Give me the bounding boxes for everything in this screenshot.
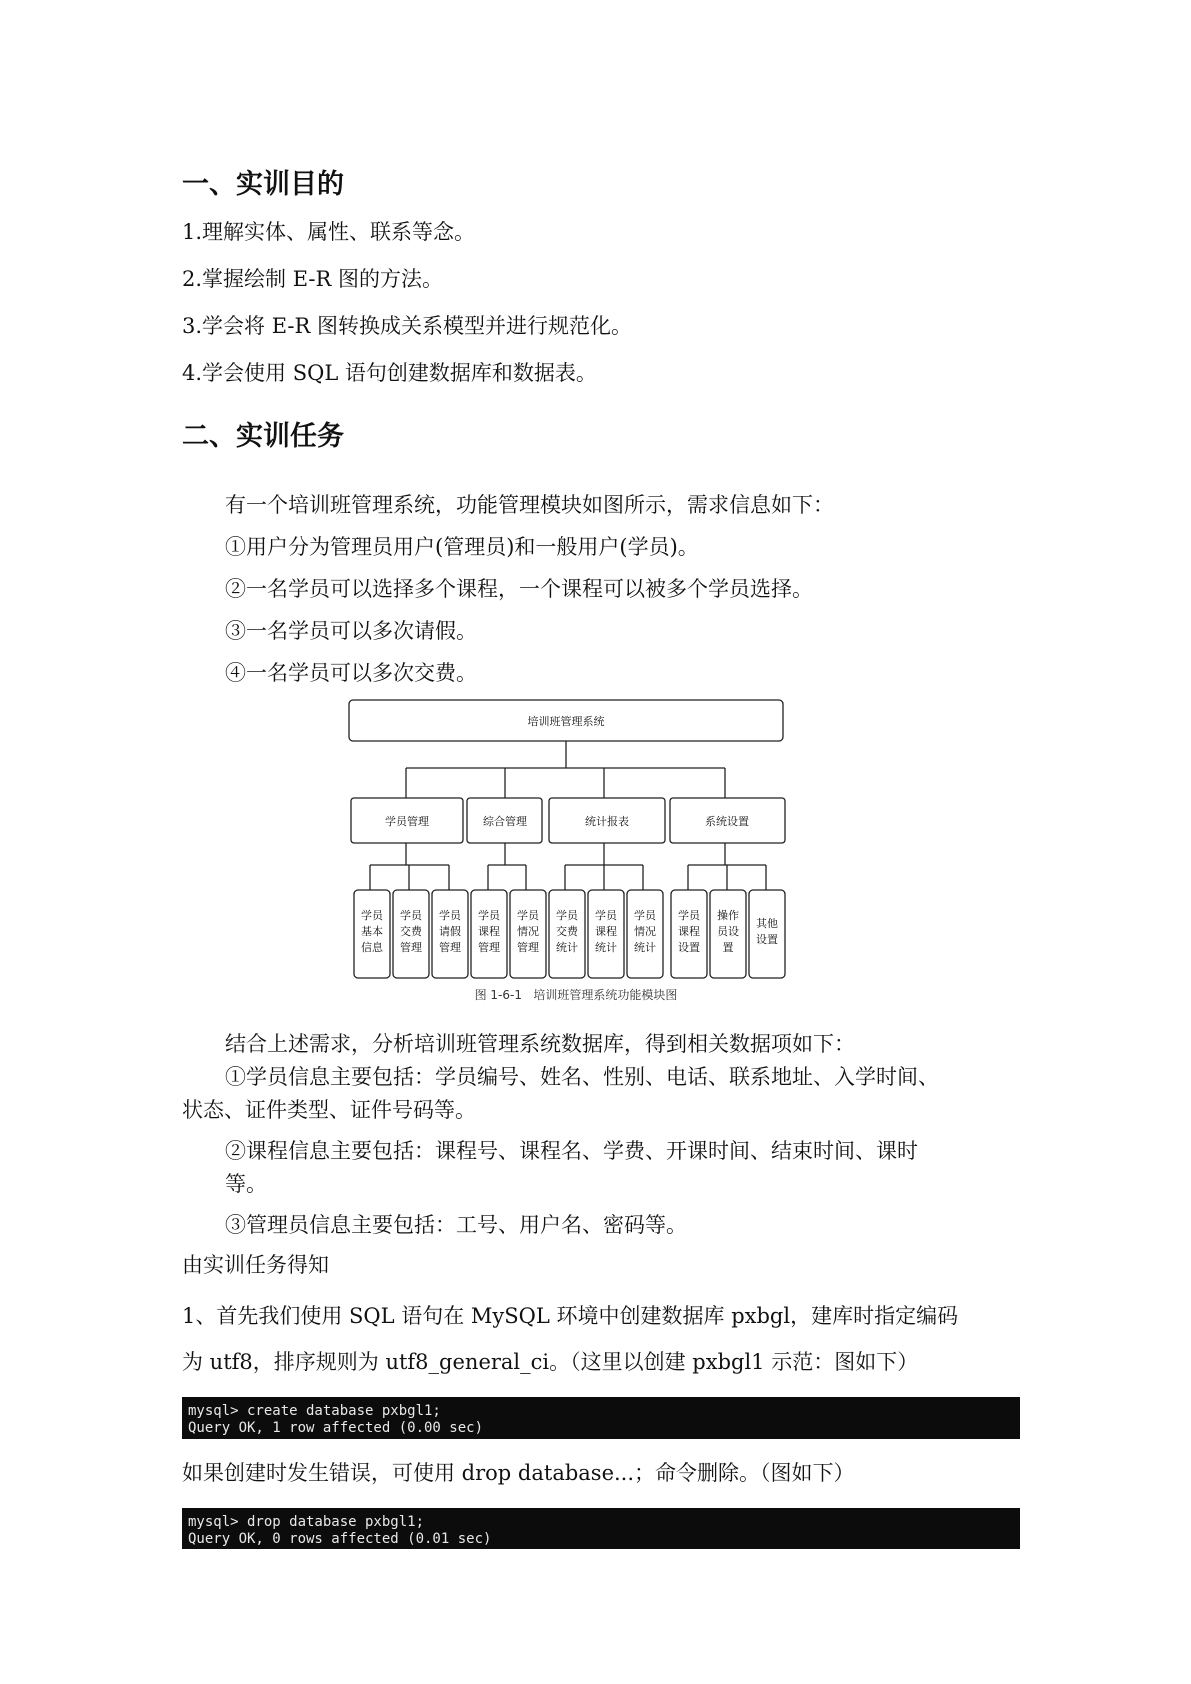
leaf-10-line-3: 置 xyxy=(722,941,734,954)
leaf-11-line-1: 其他 xyxy=(756,917,778,930)
leaf-2-line-3: 管理 xyxy=(400,941,422,954)
leaf-4-line-1: 学员 xyxy=(478,909,500,922)
task-step1-line2: 为 utf8，排序规则为 utf8_general_ci。（这里以创建 pxbgl1 示范：图如下） xyxy=(182,1350,919,1374)
requirement-2: ②一名学员可以选择多个课程，一个课程可以被多个学员选择。 xyxy=(225,577,813,601)
objective-item-4: 4.学会使用 SQL 语句创建数据库和数据表。 xyxy=(182,361,597,385)
leaf-1-line-1: 学员 xyxy=(361,909,383,922)
leaf-4-line-2: 课程 xyxy=(478,925,500,938)
group-label-4: 系统设置 xyxy=(705,815,749,828)
leaf-2-line-2: 交费 xyxy=(400,925,422,938)
module-diagram xyxy=(340,695,800,1010)
group-label-3: 统计报表 xyxy=(585,815,629,828)
requirement-4: ④一名学员可以多次交费。 xyxy=(225,661,477,685)
section1-heading: 一、实训目的 xyxy=(182,169,344,200)
leaf-11-line-2: 设置 xyxy=(756,933,778,946)
objective-item-1: 1.理解实体、属性、联系等念。 xyxy=(182,220,476,244)
requirement-3: ③一名学员可以多次请假。 xyxy=(225,619,477,643)
leaf-9-line-2: 课程 xyxy=(678,925,700,938)
leaf-3-line-1: 学员 xyxy=(439,909,461,922)
leaf-8-line-3: 统计 xyxy=(634,941,656,954)
leaf-1-line-3: 信息 xyxy=(361,941,383,954)
leaf-2-line-1: 学员 xyxy=(400,909,422,922)
terminal1-line1: mysql> create database pxbgl1; xyxy=(188,1403,441,1419)
leaf-6-line-1: 学员 xyxy=(556,909,578,922)
leaf-6-line-3: 统计 xyxy=(556,941,578,954)
leaf-4-line-3: 管理 xyxy=(478,941,500,954)
leaf-3-line-2: 请假 xyxy=(439,925,461,938)
leaf-8-line-2: 情况 xyxy=(634,925,656,938)
terminal2-line1: mysql> drop database pxbgl1; xyxy=(188,1514,425,1530)
terminal-screenshot-drop xyxy=(182,1508,1020,1549)
leaf-8-line-1: 学员 xyxy=(634,909,656,922)
leaf-5-line-1: 学员 xyxy=(517,909,539,922)
leaf-7-line-3: 统计 xyxy=(595,941,617,954)
diagram-caption: 图 1-6-1 培训班管理系统功能模块图 xyxy=(474,988,678,1002)
task-step1-line1: 1、首先我们使用 SQL 语句在 MySQL 环境中创建数据库 pxbgl，建库时指定编码 xyxy=(182,1304,959,1328)
analysis-item1-line1: ①学员信息主要包括：学员编号、姓名、性别、电话、联系地址、入学时间、 xyxy=(225,1065,939,1089)
leaf-5-line-2: 情况 xyxy=(517,925,539,938)
leaf-7-line-2: 课程 xyxy=(595,925,617,938)
leaf-1-line-2: 基本 xyxy=(361,925,383,938)
analysis-item2-line1: ②课程信息主要包括：课程号、课程名、学费、开课时间、结束时间、课时 xyxy=(225,1139,918,1163)
objective-item-2: 2.掌握绘制 E-R 图的方法。 xyxy=(182,267,444,291)
terminal-screenshot-create xyxy=(182,1397,1020,1439)
task-lead: 由实训任务得知 xyxy=(182,1253,329,1277)
leaf-5-line-3: 管理 xyxy=(517,941,539,954)
leaf-9-line-3: 设置 xyxy=(678,941,700,954)
analysis-item3: ③管理员信息主要包括：工号、用户名、密码等。 xyxy=(225,1213,687,1237)
leaf-6-line-2: 交费 xyxy=(556,925,578,938)
objective-item-3: 3.学会将 E-R 图转换成关系模型并进行规范化。 xyxy=(182,314,633,338)
requirements-intro: 有一个培训班管理系统，功能管理模块如图所示，需求信息如下： xyxy=(225,493,834,517)
analysis-intro: 结合上述需求，分析培训班管理系统数据库，得到相关数据项如下： xyxy=(225,1032,855,1056)
requirement-1: ①用户分为管理员用户(管理员)和一般用户(学员)。 xyxy=(225,535,699,559)
drop-note: 如果创建时发生错误，可使用 drop database...；命令删除。（图如下） xyxy=(182,1461,855,1485)
leaf-3-line-3: 管理 xyxy=(439,941,461,954)
leaf-10-line-2: 员设 xyxy=(717,925,739,938)
group-label-2: 综合管理 xyxy=(483,815,527,828)
leaf-10-line-1: 操作 xyxy=(717,909,739,922)
leaf-7-line-1: 学员 xyxy=(595,909,617,922)
diagram-root-label: 培训班管理系统 xyxy=(527,715,605,728)
section2-heading: 二、实训任务 xyxy=(182,421,344,452)
terminal2-line2: Query OK, 0 rows affected (0.01 sec) xyxy=(188,1531,492,1547)
leaf-9-line-1: 学员 xyxy=(678,909,700,922)
terminal1-line2: Query OK, 1 row affected (0.00 sec) xyxy=(188,1420,484,1436)
group-label-1: 学员管理 xyxy=(385,815,429,828)
analysis-item2-line2: 等。 xyxy=(225,1172,267,1196)
analysis-item1-line2: 状态、证件类型、证件号码等。 xyxy=(182,1098,476,1122)
